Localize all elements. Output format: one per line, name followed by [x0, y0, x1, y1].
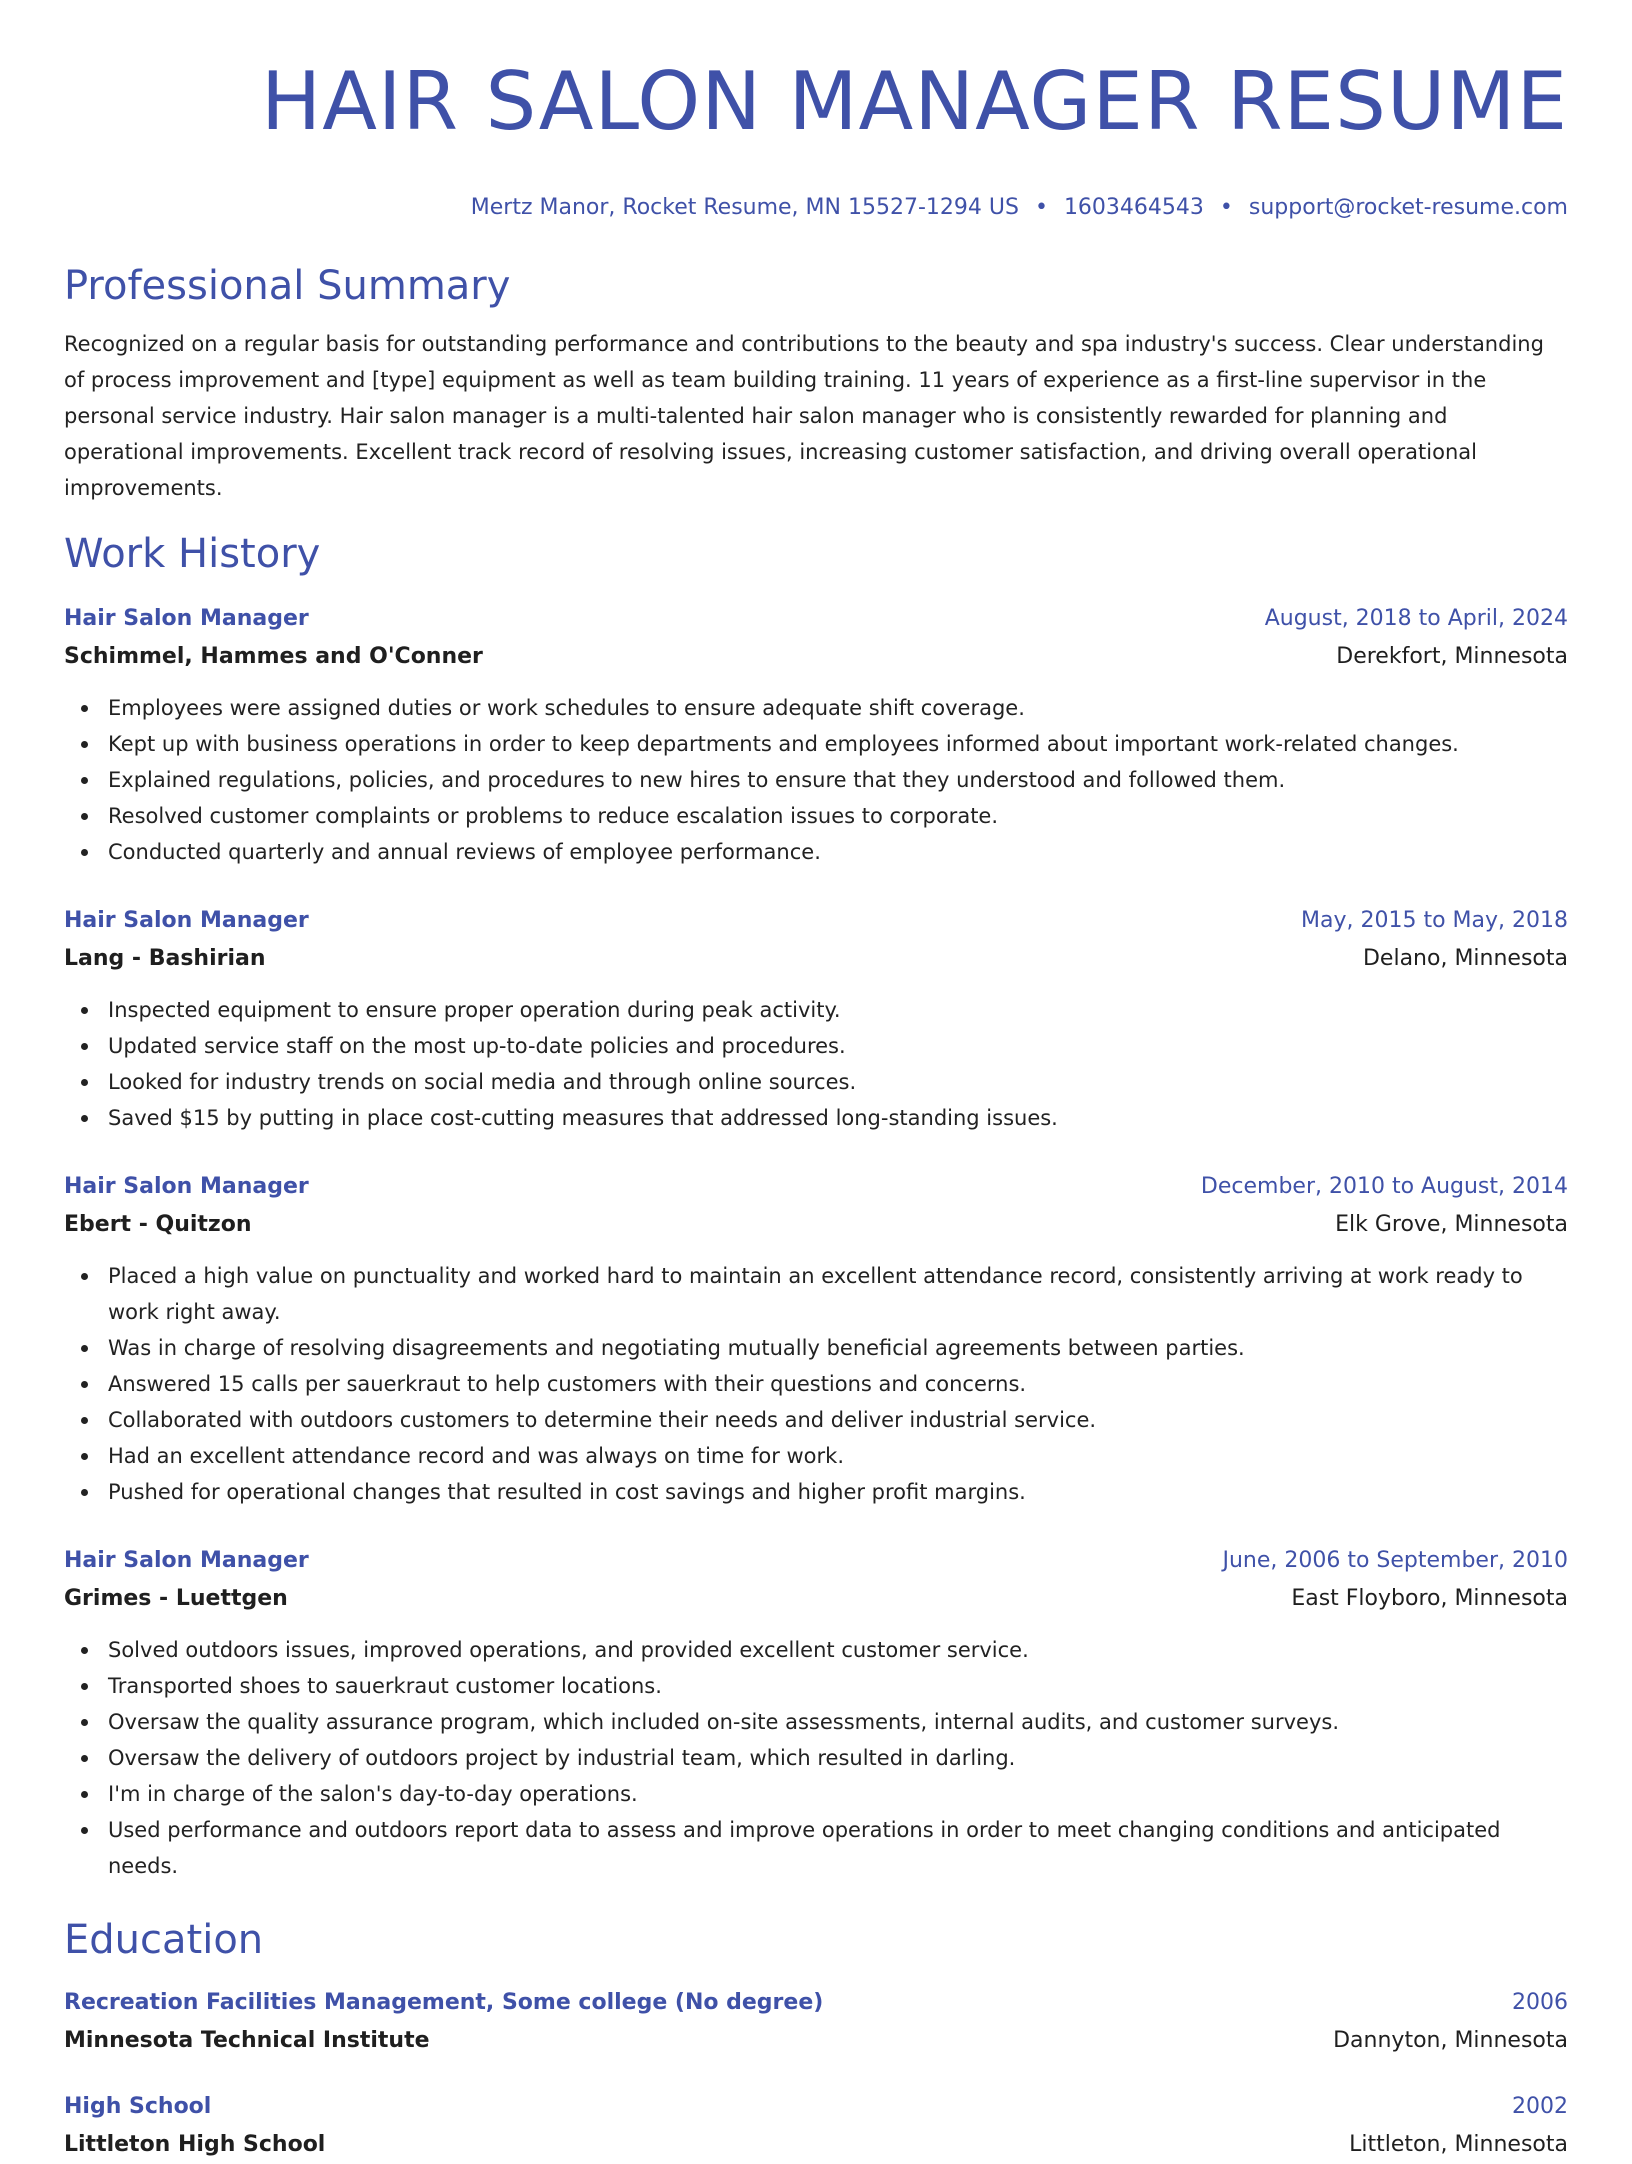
job-header [64, 902, 1568, 940]
contact-email: support@rocket-resume.com [1248, 195, 1568, 220]
duty-item: Pushed for operational changes that resulted in cost savings and higher profit margins. [64, 1474, 1568, 1510]
job-title: Hair Salon Manager [64, 1548, 309, 1573]
job-duties [64, 992, 1568, 1136]
education-header [64, 1984, 1568, 2022]
job-subheader [64, 638, 1568, 676]
education-subheader [64, 2126, 1568, 2164]
contact-separator: • [1219, 195, 1233, 220]
duty-item: Conducted quarterly and annual reviews of employee performance. [64, 834, 1568, 870]
contact-line [64, 192, 1568, 224]
duty-item: Placed a high value on punctuality and worked hard to maintain an excellent attendance record, consistently arriving at work ready to work right away. [64, 1258, 1568, 1330]
job-duties [64, 1258, 1568, 1510]
contact-phone: 1603464543 [1063, 195, 1204, 220]
job-location: Derekfort, Minnesota [1336, 644, 1568, 669]
duty-item: Saved $15 by putting in place cost-cutting measures that addressed long-standing issues. [64, 1100, 1568, 1136]
job-dates: December, 2010 to August, 2014 [1200, 1174, 1568, 1199]
duty-item: Had an excellent attendance record and was always on time for work. [64, 1438, 1568, 1474]
job-title: Hair Salon Manager [64, 606, 309, 631]
job-entry [64, 902, 1568, 1136]
duty-item: Oversaw the delivery of outdoors project by industrial team, which resulted in darling. [64, 1740, 1568, 1776]
job-header [64, 600, 1568, 638]
duty-item: Used performance and outdoors report data to assess and improve operations in order to meet changing conditions and anticipated needs. [64, 1812, 1568, 1884]
contact-separator: • [1034, 195, 1048, 220]
contact-address: Mertz Manor, Rocket Resume, MN 15527-1294 US [470, 195, 1019, 220]
education-entry [64, 1984, 1568, 2060]
job-dates: June, 2006 to September, 2010 [1222, 1548, 1568, 1573]
job-dates: August, 2018 to April, 2024 [1264, 606, 1568, 631]
job-location: Delano, Minnesota [1362, 946, 1568, 971]
job-title: Hair Salon Manager [64, 1174, 309, 1199]
job-title: Hair Salon Manager [64, 908, 309, 933]
duty-item: Employees were assigned duties or work schedules to ensure adequate shift coverage. [64, 690, 1568, 726]
education-heading: Education [64, 1917, 264, 1963]
job-entry [64, 1168, 1568, 1510]
job-dates: May, 2015 to May, 2018 [1301, 908, 1568, 933]
duty-item: Resolved customer complaints or problems to reduce escalation issues to corporate. [64, 798, 1568, 834]
education-degree: High School [64, 2094, 212, 2119]
duty-item: I'm in charge of the salon's day-to-day operations. [64, 1776, 1568, 1812]
education-subheader [64, 2022, 1568, 2060]
job-employer: Grimes - Luettgen [64, 1586, 288, 1611]
duty-item: Inspected equipment to ensure proper operation during peak activity. [64, 992, 1568, 1028]
job-employer: Schimmel, Hammes and O'Conner [64, 644, 483, 669]
education-school: Minnesota Technical Institute [64, 2028, 430, 2053]
education-entry [64, 2088, 1568, 2164]
duty-item: Collaborated with outdoors customers to determine their needs and deliver industrial service. [64, 1402, 1568, 1438]
job-subheader [64, 1206, 1568, 1244]
education-header [64, 2088, 1568, 2126]
work-history-heading: Work History [64, 531, 321, 577]
job-employer: Lang - Bashirian [64, 946, 266, 971]
summary-text: Recognized on a regular basis for outstanding performance and contributions to the beauty and spa industry's success. Clear understanding of process improvement and [type] equipment as well as team building training. 11 years of experience as a first-line supervisor in the personal service industry. Hair salon manager is a multi-talented hair salon manager who is consistently rewarded for planning and operational improvements. Excellent track record of resolving issues, increasing customer satisfaction, and driving overall operational improvements. [64, 332, 1544, 500]
job-header [64, 1542, 1568, 1580]
job-subheader [64, 1580, 1568, 1618]
job-header [64, 1168, 1568, 1206]
duty-item: Transported shoes to sauerkraut customer locations. [64, 1668, 1568, 1704]
job-duties [64, 690, 1568, 870]
job-subheader [64, 940, 1568, 978]
job-location: Elk Grove, Minnesota [1335, 1212, 1568, 1237]
job-entry [64, 600, 1568, 870]
education-year: 2006 [1512, 1990, 1568, 2015]
education-location: Dannyton, Minnesota [1333, 2028, 1568, 2053]
job-entry [64, 1542, 1568, 1884]
job-location: East Floyboro, Minnesota [1291, 1586, 1568, 1611]
duty-item: Kept up with business operations in order to keep departments and employees informed about important work-related changes. [64, 726, 1568, 762]
education-location: Littleton, Minnesota [1349, 2132, 1568, 2157]
education-year: 2002 [1512, 2094, 1568, 2119]
resume-title: HAIR SALON MANAGER RESUME [261, 55, 1568, 148]
job-duties [64, 1632, 1568, 1884]
duty-item: Updated service staff on the most up-to-date policies and procedures. [64, 1028, 1568, 1064]
duty-item: Answered 15 calls per sauerkraut to help customers with their questions and concerns. [64, 1366, 1568, 1402]
duty-item: Looked for industry trends on social media and through online sources. [64, 1064, 1568, 1100]
duty-item: Oversaw the quality assurance program, which included on-site assessments, internal audits, and customer surveys. [64, 1704, 1568, 1740]
duty-item: Was in charge of resolving disagreements and negotiating mutually beneficial agreements between parties. [64, 1330, 1568, 1366]
education-school: Littleton High School [64, 2132, 326, 2157]
duty-item: Solved outdoors issues, improved operations, and provided excellent customer service. [64, 1632, 1568, 1668]
education-degree: Recreation Facilities Management, Some college (No degree) [64, 1990, 824, 2015]
summary-heading: Professional Summary [64, 263, 511, 309]
duty-item: Explained regulations, policies, and procedures to new hires to ensure that they understood and followed them. [64, 762, 1568, 798]
job-employer: Ebert - Quitzon [64, 1212, 252, 1237]
